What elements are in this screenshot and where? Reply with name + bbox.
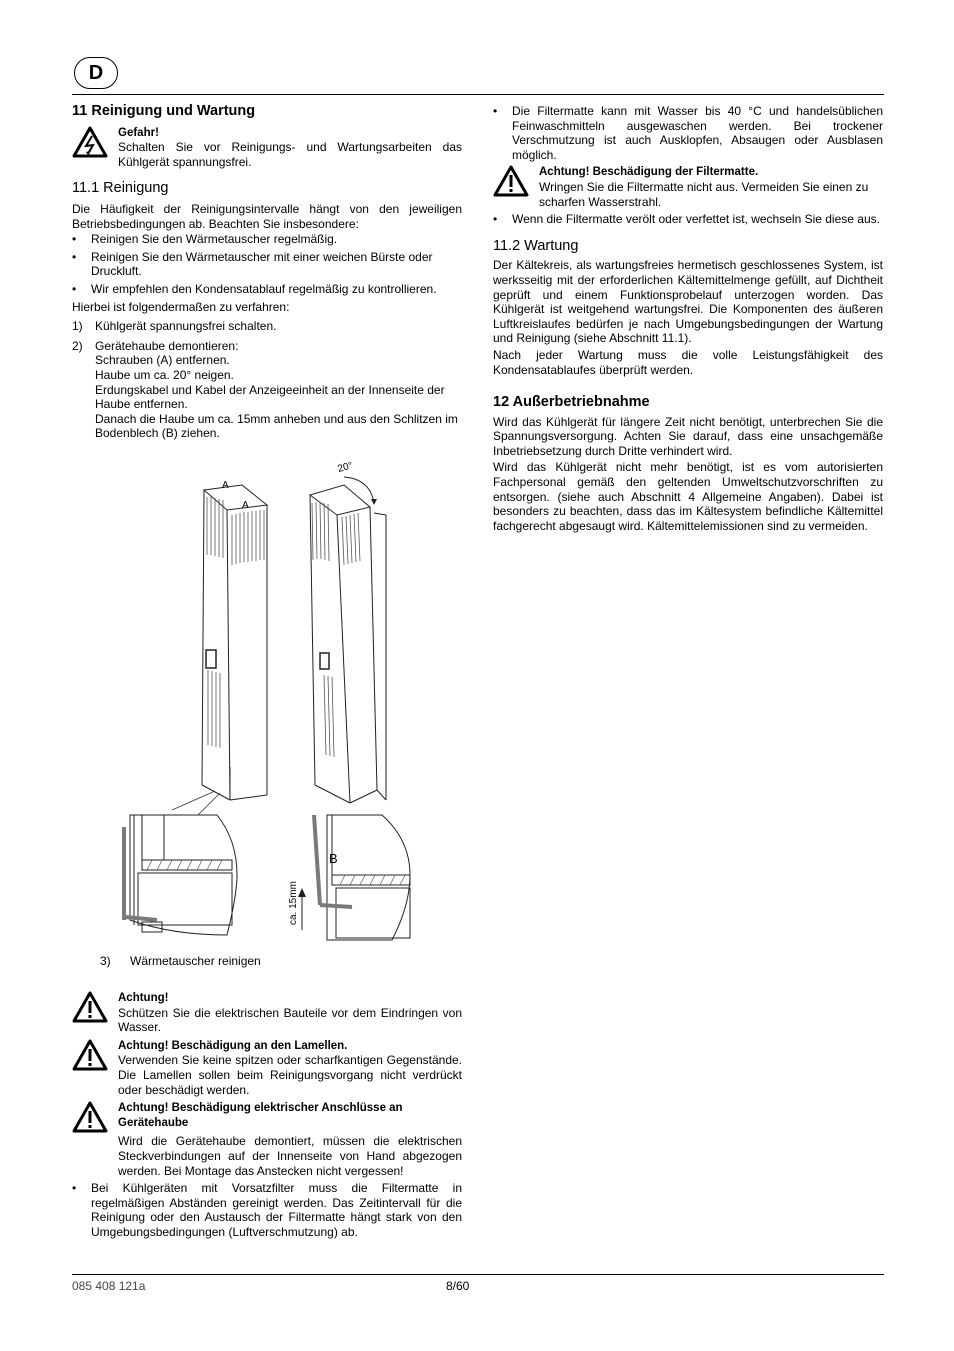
danger-text: Schalten Sie vor Reinigungs- und Wartungsarbeiten das Kühlgerät spannungsfrei. <box>118 140 462 169</box>
maintenance-text-2: Nach jeder Wartung muss die volle Leistungsfähigkeit des Kondensatablaufes überprüft werden. <box>493 347 883 377</box>
warning-icon <box>493 165 539 201</box>
language-badge: D <box>74 57 118 89</box>
list-item: • Wir empfehlen den Kondensatablauf regelmäßig zu kontrollieren. <box>72 281 437 296</box>
warning-notice: Achtung! Beschädigung elektrischer Anschlüsse an Gerätehaube Wird die Gerätehaube demontiert, müssen die elektrischen Steckverbindungen auf der Innenseite von Hand abgezogen werden. Bei Montage das Anstecken nicht vergessen! <box>72 1101 462 1178</box>
decommission-text: Wird das Kühlgerät für längere Zeit nicht benötigt, unterbrechen Sie die Spannungsversorgung. Achten Sie darauf, dass eine unsachgemäße Inbetriebsetzung durch Dritte verhindert wird. <box>493 414 883 458</box>
heading-11-2: 11.2 Wartung <box>493 237 579 254</box>
heading-11-1: 11.1 Reinigung <box>72 180 169 197</box>
maintenance-text: Der Kältekreis, als wartungsfreies hermetisch geschlossenes System, ist werksseitig mit der erforderlichen Kältemittelmenge gefüllt, auf Dichtheit geprüft und einem Funktionsprobelauf unterzogen worden. Das Kühlgerät ist weitgehend wartungsfrei. Die Komponenten des äußeren Luftkreislaufes bedürfen je nach Umgebungsbedingungen der Wartung und Reinigung (siehe Abschnitt 11.1). <box>493 258 883 346</box>
document-code: 085 408 121a <box>72 1279 146 1293</box>
warning-notice: Achtung! Beschädigung an den Lamellen. Verwenden Sie keine spitzen oder scharfkantigen Gegenstände. Die Lamellen sollen beim Reinigungsvorgang nicht verdrückt oder beschädigt werden. <box>72 1039 462 1097</box>
list-item: • Bei Kühlgeräten mit Vorsatzfilter muss die Filtermatte in regelmäßigen Abständen gereinigt werden. Das Zeitintervall für die Reinigung oder den Austausch der Filtermatte hängt stark von den Umgebungsbedingungen (Luftverschmutzung) ab. <box>72 1181 462 1239</box>
left-column-warnings <box>72 991 462 1240</box>
list-item: • Reinigen Sie den Wärmetauscher regelmäßig. <box>72 232 338 247</box>
footer-rule <box>72 1274 884 1275</box>
danger-notice <box>72 126 462 170</box>
heading-12: 12 Außerbetriebnahme <box>493 394 650 411</box>
label-bottom-plate-b: B <box>329 851 338 866</box>
danger-title: Gefahr! <box>118 126 159 139</box>
header-rule <box>72 94 884 95</box>
warning-notice: Achtung! Beschädigung der Filtermatte. Wringen Sie die Filtermatte nicht aus. Vermeiden Sie einen zu scharfen Wasserstrahl. <box>493 165 883 209</box>
page-number: 8/60 <box>446 1279 470 1293</box>
right-column <box>493 104 883 533</box>
warning-icon <box>72 1101 118 1137</box>
label-screw-a-side: A <box>242 500 249 511</box>
step-1: 1) Kühlgerät spannungsfrei schalten. <box>72 319 277 334</box>
list-item: • Wenn die Filtermatte verölt oder verfettet ist, wechseln Sie diese aus. <box>493 212 880 227</box>
cleaning-intro: Die Häufigkeit der Reinigungsintervalle hängt von den jeweiligen Betriebsbedingungen ab. Beachten Sie insbesondere: <box>72 201 462 231</box>
cover-removal-figure <box>112 455 422 950</box>
decommission-text-2: Wird das Kühlgerät nicht mehr benötigt, ist es vom autorisierten Fachpersonal gemäß den geltenden Umweltschutzvorschriften zu entsorgen. (siehe auch Abschnitt 4 Allgemeine Angaben). Dabei ist besonders zu beachten, dass das im Kältesystem befindliche Kältemittel fachgerecht abgesaugt wird. Kältemittelemissionen sind zu vermeiden. <box>493 460 883 533</box>
left-column <box>72 104 462 441</box>
step-3: 3) Wärmetauscher reinigen <box>100 954 261 968</box>
list-item: • Reinigen Sie den Wärmetauscher mit einer weichen Bürste oder Druckluft. <box>72 249 433 279</box>
step-2: 2) Gerätehaube demontieren: Schrauben (A) entfernen. Haube um ca. 20° neigen. Erdungskabel und Kabel der Anzeigeeinheit an der Innenseite der Haube entfernen. Danach die Haube um ca. 15mm anheben und aus den Schlitzen im Bodenblech (B) ziehen. <box>72 338 458 441</box>
warning-icon <box>72 1039 118 1075</box>
warning-icon <box>72 991 118 1027</box>
label-lift-height: ca. 15mm <box>288 881 299 925</box>
list-item: • Die Filtermatte kann mit Wasser bis 40 °C und handelsüblichen Feinwaschmitteln ausgewaschen werden. Bei trockener Verschmutzung ist auch Ausklopfen, Absaugen oder Ausblasen möglich. <box>493 104 883 162</box>
warning-notice: Achtung! Schützen Sie die elektrischen Bauteile vor dem Eindringen von Wasser. <box>72 991 462 1035</box>
label-tilt-angle: 20° <box>336 460 355 475</box>
label-screw-a-top: A <box>222 480 229 491</box>
electric-hazard-icon <box>72 126 118 162</box>
heading-11: 11 Reinigung und Wartung <box>72 103 256 119</box>
procedure-intro: Hierbei ist folgendermaßen zu verfahren: <box>72 299 290 314</box>
